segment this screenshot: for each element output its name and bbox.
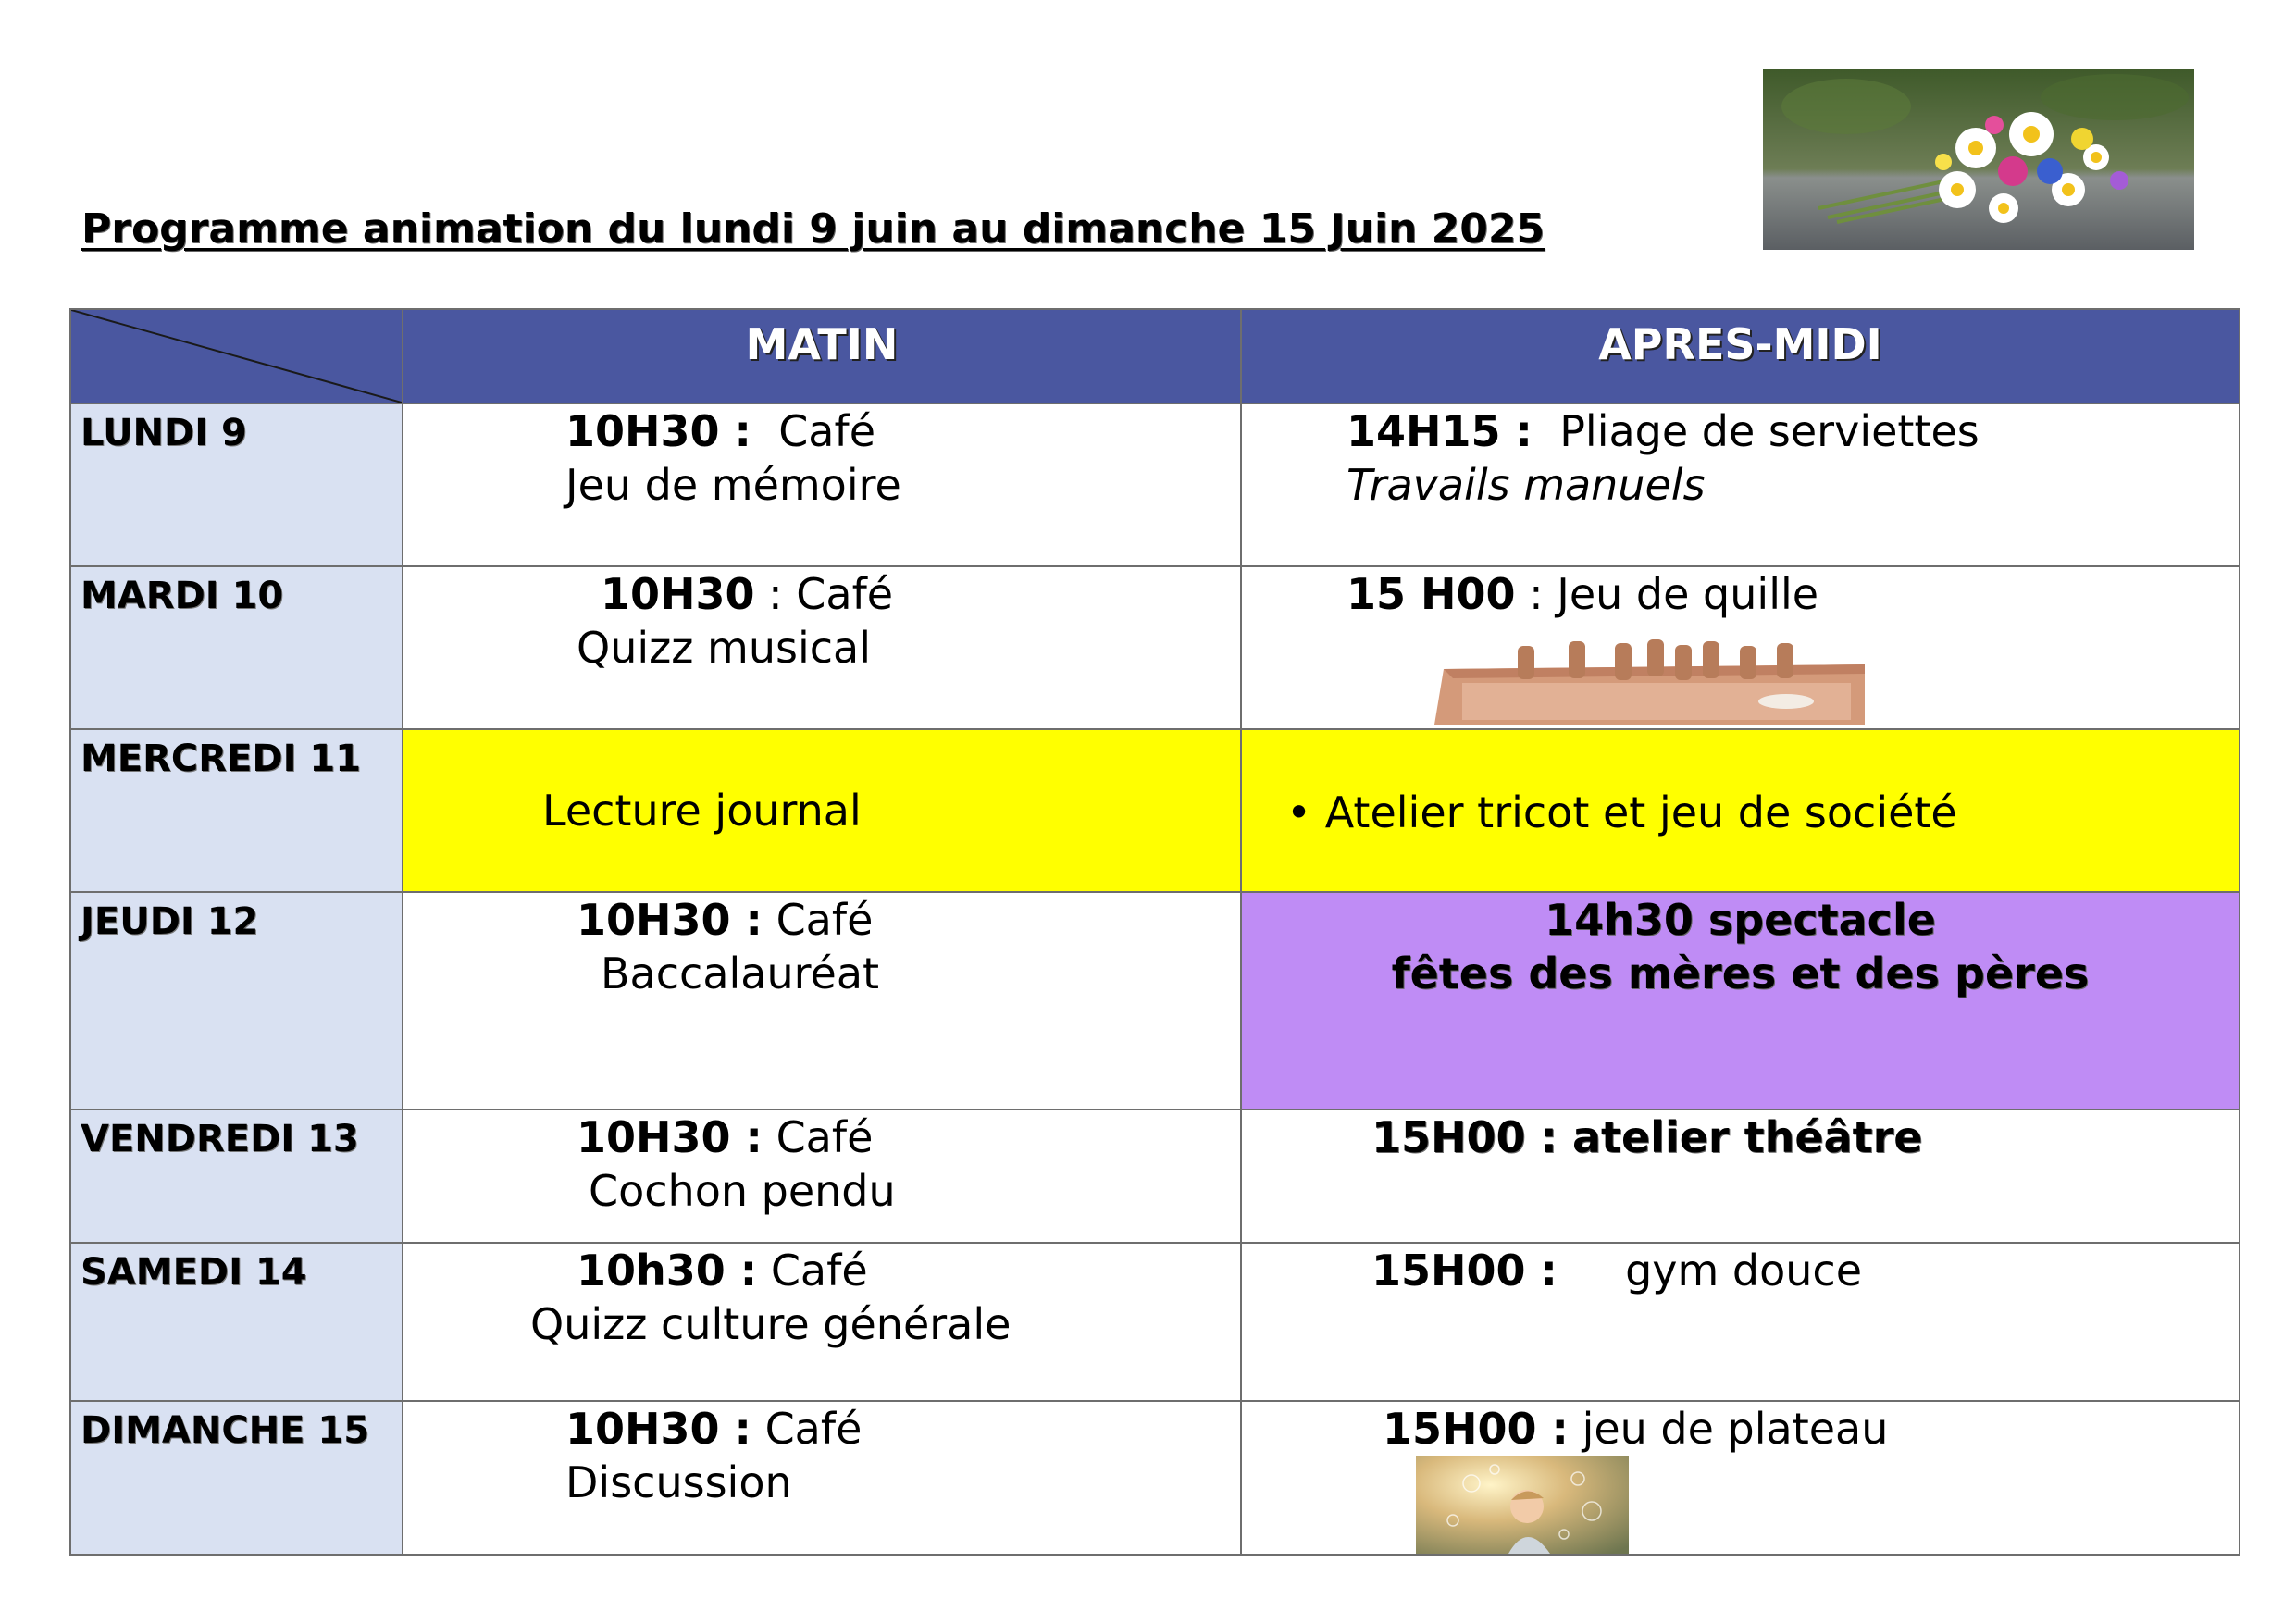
apres-midi-cell [1241,1401,2240,1555]
day-label: MARDI 10 [70,566,403,729]
activity-text: gym douce [1625,1246,1863,1295]
apres-midi-cell [1241,566,2240,729]
activity-text: Café [778,406,875,456]
matin-cell [403,566,1241,729]
day-row-vendredi [70,1110,2240,1243]
activity-text: Café [776,895,874,945]
apres-midi-cell [1241,1110,2240,1243]
corner-cell [70,309,403,403]
activity-text: Quizz musical [577,623,872,673]
day-label: MERCREDI 11 [70,729,403,892]
activity-text: Pliage de serviettes [1559,406,1980,456]
time-label: 15H00 : [1371,1246,1558,1295]
activity-text: Café [770,1246,868,1295]
day-label: JEUDI 12 [70,892,403,1110]
activity-text: Atelier tricot et jeu de société [1324,787,1957,837]
activity-text: Discussion [565,1457,792,1507]
time-label: 14H15 : [1347,406,1533,456]
activity-text: Jeu de mémoire [565,460,901,510]
day-row-lundi [70,403,2240,566]
matin-cell [403,892,1241,1110]
activity-text: 15H00 : atelier théâtre [1371,1112,1923,1162]
activity-text: Quizz culture générale [530,1299,1011,1349]
schedule-table [69,308,2240,1556]
activity-text: Travails manuels [1347,460,1706,510]
activity-text: Lecture journal [542,786,862,836]
activity-text: : Jeu de quille [1529,569,1819,619]
matin-cell [403,403,1241,566]
skittles-game-photo [1434,632,1865,725]
time-label: 15H00 : [1383,1404,1569,1454]
activity-text: : Café [768,569,894,619]
day-row-jeudi [70,892,2240,1110]
day-row-dimanche [70,1401,2240,1555]
diagonal-divider [71,310,402,403]
time-label: 15 H00 [1347,569,1516,619]
apres-midi-cell [1241,403,2240,566]
apres-midi-cell [1241,892,2240,1110]
apres-midi-cell [1241,1243,2240,1401]
child-bubbles-photo [1416,1456,1629,1554]
flower-bouquet-photo [1763,69,2194,250]
header-row [70,309,2240,403]
bullet-icon: • [1286,787,1312,837]
time-label: 10H30 : [577,1112,763,1162]
time-label: 10H30 : [565,1404,751,1454]
activity-text: 14h30 spectacle [1545,895,1936,945]
time-label: 10H30 : [577,895,763,945]
activity-text: Cochon pendu [589,1166,896,1216]
matin-cell [403,729,1241,892]
matin-cell [403,1110,1241,1243]
day-label: VENDREDI 13 [70,1110,403,1243]
day-label: DIMANCHE 15 [70,1401,403,1555]
time-label: 10H30 [601,569,755,619]
apres-midi-cell [1241,729,2240,892]
activity-text: fêtes des mères et des pères [1391,948,2090,998]
page-title: Programme animation du lundi 9 juin au dimanche 15 Juin 2025 [81,205,1545,253]
day-row-mercredi [70,729,2240,892]
activity-text: Baccalauréat [601,948,880,998]
matin-cell [403,1401,1241,1555]
day-label: LUNDI 9 [70,403,403,566]
day-row-mardi [70,566,2240,729]
activity-text: Café [776,1112,874,1162]
day-label: SAMEDI 14 [70,1243,403,1401]
column-header-apres-midi: APRES-MIDI [1241,309,2240,403]
matin-cell [403,1243,1241,1401]
column-header-matin: MATIN [403,309,1241,403]
activity-text: Café [764,1404,863,1454]
time-label: 10H30 : [565,406,751,456]
activity-text: jeu de plateau [1582,1404,1889,1454]
time-label: 10h30 : [577,1246,758,1295]
day-row-samedi [70,1243,2240,1401]
